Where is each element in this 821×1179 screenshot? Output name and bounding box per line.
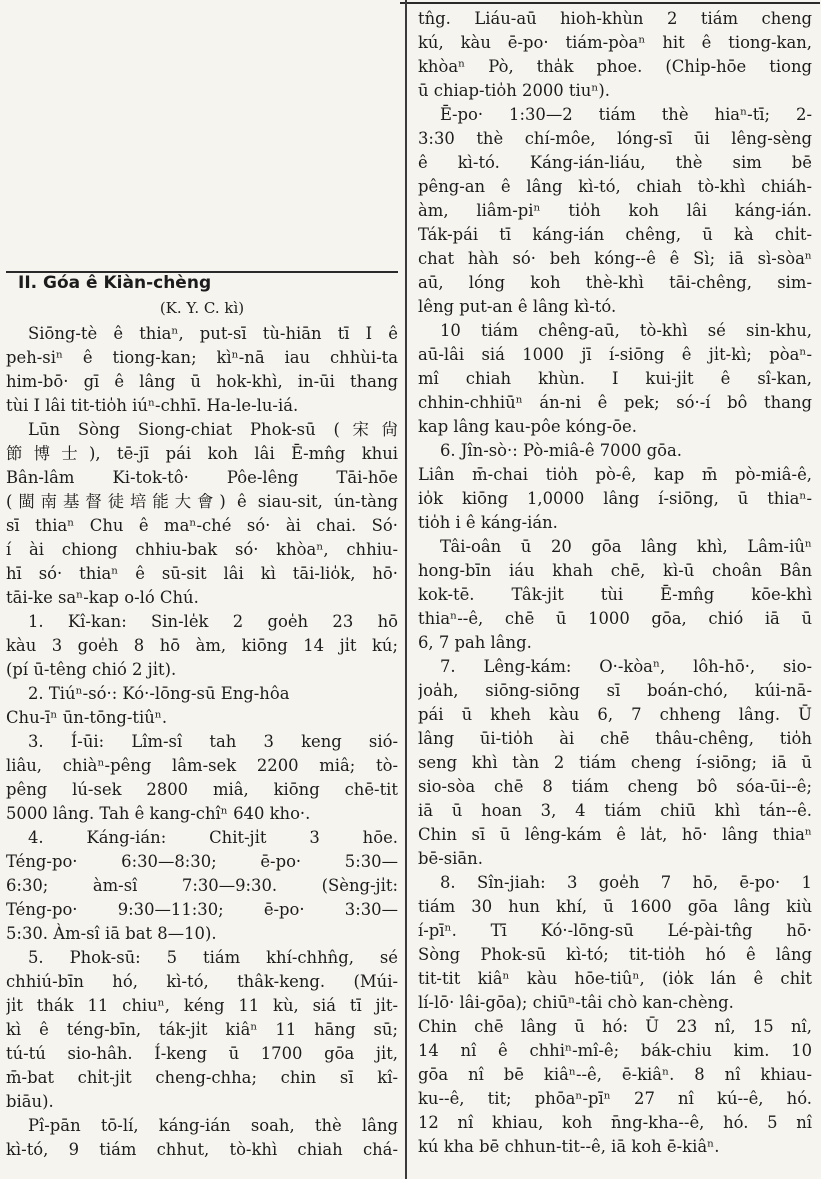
text-line: peh-siⁿ ê tiong-kan; kìⁿ-nā iau chhùi-ta xyxy=(6,348,398,367)
top-rule xyxy=(400,2,820,4)
text-line: io̍k kiōng 1,0000 lâng í-siōng, ū thiaⁿ- xyxy=(418,489,812,508)
text-line: tāi-ke saⁿ-kap o-ló Chú. xyxy=(6,588,199,607)
text-line: kú kha bē chhun-tit--ê, iā koh ē-kiâⁿ. xyxy=(418,1137,720,1156)
text-line: 10 tiám chêng-aū, tò-khì sé sin-khu, xyxy=(440,321,812,340)
text-line: pái ū kheh kàu 6, 7 chheng lâng. Ū xyxy=(418,705,812,724)
text-line: í-pīⁿ. Tī Kó·-lōng-sū Lé-pài-tn̂g hō· xyxy=(418,921,812,940)
text-line: ku--ê, tit; phōaⁿ-pīⁿ 27 nî kú--ê, hó. xyxy=(418,1089,812,1108)
section-subtitle: (K. Y. C. kì) xyxy=(159,299,245,317)
text-line: 12 nî khiau, koh n̄ng-kha--ê, hó. 5 nî xyxy=(418,1113,812,1132)
text-line: tio̍h i ê káng-ián. xyxy=(418,513,558,532)
text-line: tùi I lâi tit-tio̍h iúⁿ-chhī. Ha-le-lu-iá. xyxy=(6,396,299,415)
text-line: biāu). xyxy=(6,1092,54,1111)
column-divider xyxy=(405,0,407,1179)
text-line: í ài chiong chhiu-bak só· khòaⁿ, chhiu- xyxy=(6,540,398,559)
text-line: thiaⁿ--ê, chē ū 1000 gōa, chió iā ū xyxy=(418,609,812,628)
text-line: 6. Jîn-sò·: Pò-miâ-ê 7000 gōa. xyxy=(440,441,683,460)
text-line: him-bō· gī ê lâng ū hok-khì, in-ūi thang xyxy=(6,372,398,391)
text-line: gōa nî bē kiâⁿ--ê, ē-kiâⁿ. 8 nî khiau- xyxy=(418,1065,812,1084)
text-line: 8. Sîn-jiah: 3 goe̍h 7 hō, ē-po· 1 xyxy=(440,873,812,892)
text-line: Liân m̄-chai tio̍h pò-ê, kap m̄ pò-miâ-ê, xyxy=(418,465,812,484)
text-line: àm, liâm-piⁿ tio̍h koh lâi káng-ián. xyxy=(418,201,812,220)
text-line: Téng-po· 9:30—11:30; ē-po· 3:30— xyxy=(6,900,398,919)
text-line: bē-siān. xyxy=(418,849,483,868)
text-line: Pî-pān tō-lí, káng-ián soah, thè lâng xyxy=(28,1116,398,1135)
text-line: Lūn Sòng Siong-chiat Phok-sū (宋尙 xyxy=(28,420,398,439)
text-line: Chin chē lâng ū hó: Ū 23 nî, 15 nî, xyxy=(418,1017,812,1036)
text-line: sio-sòa chē 8 tiám cheng bô sóa-ūi--ê; xyxy=(418,777,812,796)
text-line: kap lâng kau-pôe kóng-ōe. xyxy=(418,417,637,436)
text-line: hong-bīn iáu khah chē, kì-ū choân Bân xyxy=(418,561,812,580)
text-line: Tâi-oân ū 20 gōa lâng khì, Lâm-iûⁿ xyxy=(440,537,812,556)
text-line: 3. Í-ūi: Lîm-sî tah 3 keng sió- xyxy=(28,732,398,751)
text-line: iā ū hoan 3, 4 tiám chiū khì tán--ê. xyxy=(418,801,812,820)
text-line: aū-lâi siá 1000 jī í-siōng ê ji̍t-kì; pòaⁿ- xyxy=(418,345,812,364)
text-line: 節博士), tē-jī pái koh lâi Ē-mn̂g khui xyxy=(6,444,398,463)
text-line: Siōng-tè ê thiaⁿ, put-sī tù-hiān tī I ê xyxy=(28,324,398,343)
text-line: 6:30; àm-sî 7:30—9:30. (Sèng-ji̍t: xyxy=(6,876,398,895)
text-line: 14 nî ê chhiⁿ-mî-ê; bák-chiu kim. 10 xyxy=(418,1041,812,1060)
text-line: Ták-pái tī káng-ián chêng, ū kà chi̍t- xyxy=(418,225,812,244)
text-line: 6, 7 pah lâng. xyxy=(418,633,532,652)
text-line: (pí ū-têng chió 2 ji̍t). xyxy=(6,660,177,679)
text-line: joa̍h, siōng-siōng sī boán-chó, kúi-nā- xyxy=(418,681,812,700)
section-title: II. Góa ê Kiàn-chèng xyxy=(18,273,212,293)
text-line: seng khì tàn 2 tiám cheng í-siōng; iā ū xyxy=(418,753,812,772)
text-line: Chin sī ū lêng-kám ê la̍t, hō· lâng thiaⁿ xyxy=(418,825,812,844)
text-line: ji̍t thák 11 chiuⁿ, kéng 11 kù, siá tī ji̍t- xyxy=(6,996,398,1015)
right-column-text xyxy=(418,7,812,1159)
text-line: 3:30 thè chí-môe, lóng-sī ūi lêng-sèng xyxy=(418,129,812,148)
text-line: khòaⁿ Pò, tha̍k phoe. (Chi̍p-hōe tiong xyxy=(418,57,812,76)
text-line: Sòng Phok-sū kì-tó; tit-tio̍h hó ê lâng xyxy=(418,945,812,964)
text-line: ê kì-tó. Káng-ián-liáu, thè sim bē xyxy=(418,153,812,172)
text-line: pêng lú-sek 2800 miâ, kiōng chē-tit xyxy=(6,780,398,799)
text-line: 7. Lêng-kám: O·-kòaⁿ, lôh-hō·, sio- xyxy=(440,657,812,676)
text-line: chat hàh só· beh kóng--ê ê Sì; iā sì-sòaⁿ xyxy=(418,249,812,268)
text-line: sī thiaⁿ Chu ê maⁿ-ché só· ài chai. Só· xyxy=(6,516,398,535)
text-line: kì ê téng-bīn, ták-ji̍t kiâⁿ 11 hāng sū; xyxy=(6,1020,398,1039)
text-line: pêng-an ê lâng kì-tó, chiah tò-khì chiáh- xyxy=(418,177,812,196)
text-line: kú, kàu ē-po· tiám-pòaⁿ hit ê tiong-kan, xyxy=(418,33,812,52)
text-line: (閩南基督徒培能大會) ê siau-sit, ún-tàng xyxy=(6,492,398,511)
text-line: tú-tú sio-hâh. Í-keng ū 1700 gōa ji̍t, xyxy=(6,1044,398,1063)
text-line: liâu, chiàⁿ-pêng lâm-sek 2200 miâ; tò- xyxy=(6,756,398,775)
text-line: hī só· thiaⁿ ê sū-sit lâi kì tāi-lio̍k, hō· xyxy=(6,564,398,583)
text-line: lâng ūi-tio̍h ài chē thâu-chêng, tio̍h xyxy=(418,729,812,748)
text-line: tn̂g. Liáu-aū hioh-khùn 2 tiám cheng xyxy=(418,9,812,28)
left-column-text xyxy=(6,322,398,1162)
text-line: ū chiap-tio̍h 2000 tiuⁿ). xyxy=(418,81,611,100)
text-line: 2. Tiúⁿ-só·: Kó·-lōng-sū Eng-hôa xyxy=(28,684,290,703)
text-line: aū, lóng koh thè-khì tāi-chêng, sim- xyxy=(418,273,812,292)
text-line: Ē-po· 1:30—2 tiám thè hiaⁿ-tī; 2- xyxy=(440,105,812,124)
text-line: Chu-īⁿ ūn-tōng-tiûⁿ. xyxy=(6,708,168,727)
text-line: kok-tē. Tâk-ji̍t tùi Ē-mn̂g kōe-khì xyxy=(418,585,812,604)
text-line: 1. Kî-kan: Sin-le̍k 2 goe̍h 23 hō xyxy=(28,612,398,631)
text-line: kàu 3 goe̍h 8 hō àm, kiōng 14 ji̍t kú; xyxy=(6,636,398,655)
text-line: chhin-chhiūⁿ án-ni ê pek; só·-í bô thang xyxy=(418,393,812,412)
text-line: lêng put-an ê lâng kì-tó. xyxy=(418,297,617,316)
text-line: Téng-po· 6:30—8:30; ē-po· 5:30— xyxy=(6,852,398,871)
text-line: mî chiah khùn. I kui-ji̍t ê sî-kan, xyxy=(418,369,812,388)
text-line: 5. Phok-sū: 5 tiám khí-chhn̂g, sé xyxy=(28,948,398,967)
text-line: chhiú-bīn hó, kì-tó, thâk-keng. (Múi- xyxy=(6,972,398,991)
text-line: Bân-lâm Ki-tok-tô· Pôe-lêng Tāi-hōe xyxy=(6,468,398,487)
text-line: tiám 30 hun khí, ū 1600 gōa lâng kiù xyxy=(418,897,812,916)
text-line: tit-tit kiâⁿ kàu hōe-tiûⁿ, (io̍k lán ê chi̍t xyxy=(418,969,812,988)
text-line: m̄-bat chi̍t-ji̍t cheng-chha; chin sī kî- xyxy=(6,1068,398,1087)
text-line: 5000 lâng. Tah ê kang-chîⁿ 640 kho·. xyxy=(6,804,311,823)
text-line: lí-lō· lâi-gōa); chiūⁿ-tâi chò kan-chèng. xyxy=(418,993,734,1012)
text-line: 4. Káng-ián: Chit-ji̍t 3 hōe. xyxy=(28,828,398,847)
text-line: kì-tó, 9 tiám chhut, tò-khì chiah chá- xyxy=(6,1140,398,1159)
text-line: 5:30. Àm-sî iā bat 8—10). xyxy=(6,924,217,943)
